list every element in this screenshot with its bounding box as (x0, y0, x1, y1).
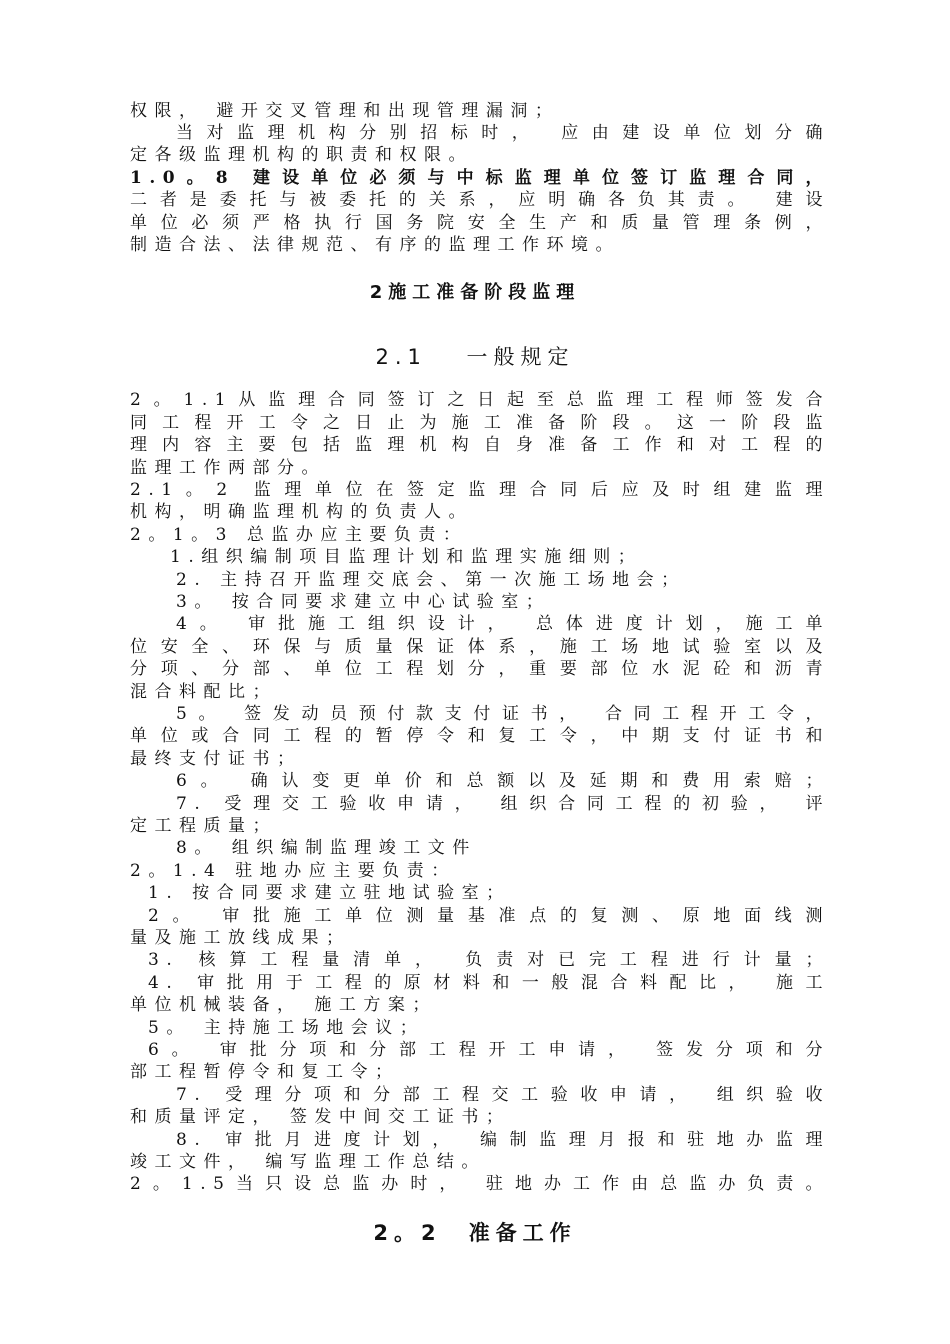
list-item: 6。 确认变更单价和总额以及延期和费用索赔； (176, 771, 830, 791)
paragraph-line: 量及施工放线成果； (130, 928, 351, 948)
list-item: 5。 主持施工场地会议； (148, 1018, 425, 1038)
paragraph-line: 理内容主要包括监理机构自身准备工作和对工程的 (130, 435, 830, 455)
paragraph-line: 竣工文件， 编写监理工作总结。 (130, 1152, 486, 1172)
list-item: 7. 受理分项和分部工程交工验收申请， 组织验收 (176, 1085, 830, 1105)
section-heading-2: 2施工准备阶段监理 (369, 282, 581, 303)
paragraph-line: 当对监理机构分别招标时， 应由建设单位划分确 (176, 123, 830, 143)
paragraph-line: 和质量评定， 签发中间交工证书； (130, 1107, 511, 1127)
list-item: 4。 审批施工组织设计， 总体进度计划，施工单 (176, 614, 830, 634)
paragraph-line: 定各级监理机构的职责和权限。 (130, 145, 473, 165)
section-heading-2-1: 2.1 一般规定 (375, 345, 575, 369)
clause-2-1-1: 2。1.1从监理合同签订之日起至总监理工程师签发合 (130, 390, 830, 410)
list-item: 2. 主持召开监理交底会、第一次施工场地会； (176, 570, 686, 590)
paragraph-line: 单位机械装备， 施工方案； (130, 995, 437, 1015)
paragraph-line: 监理工作两部分。 (130, 458, 326, 478)
paragraph-line: 单位必须严格执行国务院安全生产和质量管理条例， (130, 213, 830, 233)
paragraph-line: 位安全、环保与质量保证体系，施工场地试验室以及 (130, 637, 830, 657)
clause-2-1-5: 2。1.5当只设总监办时， 驻地办工作由总监办负责。 (130, 1174, 830, 1194)
list-item: 1.组织编制项目监理计划和监理实施细则； (170, 547, 643, 567)
list-item: 7. 受理交工验收申请， 组织合同工程的初验， 评 (176, 794, 830, 814)
section-heading-2-2: 2。2 准备工作 (373, 1221, 577, 1245)
clause-2-1-3: 2。1。3 总监办应主要负责： (130, 525, 468, 545)
list-item: 4. 审批用于工程的原材料和一般混合料配比， 施工 (148, 973, 830, 993)
clause-1-0-8: 1.0。8 建设单位必须与中标监理单位签订监理合同， (130, 168, 830, 188)
paragraph-line: 制造合法、法律规范、有序的监理工作环境。 (130, 235, 620, 255)
paragraph-line: 同工程开工令之日止为施工准备阶段。这一阶段监 (130, 413, 830, 433)
paragraph-line: 最终支付证书； (130, 749, 302, 769)
list-item: 8. 审批月进度计划， 编制监理月报和驻地办监理 (176, 1130, 830, 1150)
paragraph-line: 定工程质量； (130, 816, 277, 836)
paragraph-line: 机构，明确监理机构的负责人。 (130, 502, 473, 522)
list-item: 1. 按合同要求建立驻地试验室； (148, 883, 511, 903)
paragraph-line: 混合料配比； (130, 682, 277, 702)
list-item: 3。 按合同要求建立中心试验室； (176, 592, 551, 612)
list-item: 6。 审批分项和分部工程开工申请， 签发分项和分 (148, 1040, 830, 1060)
paragraph-line: 二者是委托与被委托的关系，应明确各负其责。 建设 (130, 190, 830, 210)
clause-2-1-2: 2.1。2 监理单位在签定监理合同后应及时组建监理 (130, 480, 830, 500)
list-item: 2。 审批施工单位测量基准点的复测、原地面线测 (148, 906, 830, 926)
paragraph-line: 单位或合同工程的暂停令和复工令，中期支付证书和 (130, 726, 830, 746)
list-item: 8。 组织编制监理竣工文件 (176, 838, 477, 858)
paragraph-line: 分项、分部、单位工程划分，重要部位水泥砼和沥青 (130, 659, 830, 679)
clause-2-1-4: 2。1.4 驻地办应主要负责： (130, 861, 456, 881)
list-item: 3. 核算工程量清单， 负责对已完工程进行计量； (148, 950, 830, 970)
paragraph-line: 部工程暂停令和复工令； (130, 1062, 400, 1082)
list-item: 5。 签发动员预付款支付证书， 合同工程开工令， (176, 704, 830, 724)
paragraph-line: 权限， 避开交叉管理和出现管理漏洞； (130, 101, 560, 121)
